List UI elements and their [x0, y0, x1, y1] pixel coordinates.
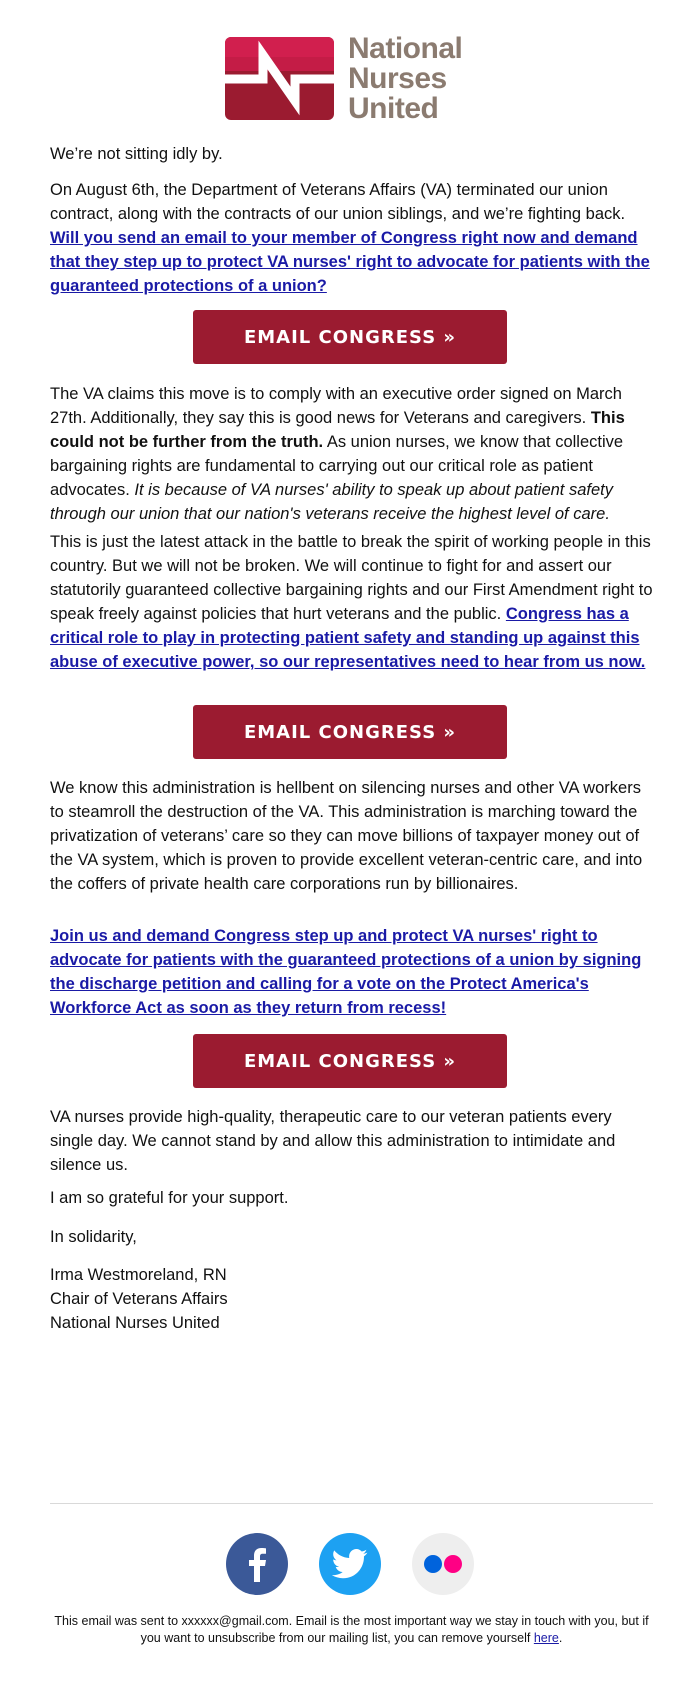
paragraph-6 — [50, 1105, 655, 1177]
twitter-bird-glyph — [332, 1549, 368, 1579]
nnu-logo-mark-icon — [225, 37, 334, 120]
logo-line-1: National — [348, 32, 463, 65]
paragraph-4 — [50, 776, 655, 896]
email-congress-button-3[interactable]: EMAIL CONGRESS » — [193, 1034, 507, 1088]
signature — [50, 1263, 655, 1335]
paragraph-7-text: I am so grateful for your support. — [50, 1189, 289, 1207]
email-congress-button-1[interactable]: EMAIL CONGRESS » — [193, 310, 507, 364]
opening-text: We’re not sitting idly by. — [50, 145, 223, 163]
facebook-f-glyph — [242, 1546, 272, 1582]
paragraph-1 — [50, 178, 655, 298]
flickr-icon[interactable] — [412, 1533, 474, 1595]
unsubscribe-link[interactable]: here — [533, 1631, 559, 1645]
paragraph-6-text: VA nurses provide high-quality, therapeutic care to our veteran patients every single day. We cannot stand by and allow this administration to intimidate and silence us. — [50, 1108, 616, 1174]
paragraph-2-text-a: The VA claims this move is to comply with an executive order signed on March 27th. Additionally, they say this is good news for Veterans and caregivers. — [50, 385, 622, 427]
paragraph-2-italic: It is because of VA nurses' ability to speak up about patient safety through our union that our nation's veterans receive the highest level of care. — [50, 481, 613, 523]
paragraph-2-text-b: As union nurses, we know that collective bargaining rights are fundamental to carrying out our critical role as patient advocates. — [50, 433, 624, 499]
paragraph-1-text: On August 6th, the Department of Veterans Affairs (VA) terminated our union contract, along with the contracts of our union siblings, and we’re fighting back. — [50, 181, 626, 223]
email-congress-button-2[interactable]: EMAIL CONGRESS » — [193, 705, 507, 759]
nnu-logo — [225, 34, 485, 124]
footer — [50, 1613, 653, 1647]
flickr-dots-glyph — [421, 1554, 465, 1574]
join-us-link[interactable]: Join us and demand Congress step up and protect VA nurses' right to advocate for patients with the guaranteed protections of a union by signing the discharge petition and calling for a vote on the Protect America's Workforce Act as soon as they return from recess! — [50, 927, 642, 1017]
logo-line-3: United — [348, 92, 439, 125]
closing — [50, 1225, 655, 1249]
paragraph-2-bold: This could not be further from the truth. — [50, 409, 625, 451]
send-email-link[interactable]: Will you send an email to your member of Congress right now and demand that they step up to protect VA nurses' right to advocate for patients with the guaranteed protections of a union? — [50, 229, 650, 295]
paragraph-3 — [50, 530, 655, 674]
signature-name: Irma Westmoreland, RN — [50, 1266, 227, 1284]
logo-line-2: Nurses — [348, 62, 447, 95]
footer-text: This email was sent to xxxxxx@gmail.com. Email is the most important way we stay in touch with you, but if you want to unsubscribe from our mailing list, you can remove yourself — [54, 1614, 649, 1645]
paragraph-3-text: This is just the latest attack in the battle to break the spirit of working people in this country. But we will not be broken. We will continue to fight for and assert our statutorily guaranteed collective bargaining rights and our First Amendment right to speak freely against policies that hurt veterans and the public. — [50, 533, 653, 623]
signature-org: National Nurses United — [50, 1314, 220, 1332]
paragraph-4-text: We know this administration is hellbent on silencing nurses and other VA workers to steamroll the destruction of the VA. This administration is marching toward the privatization of veterans’ care so they can move billions of taxpayer money out of the VA system, which is proven to provide excellent veteran-centric care, and into the coffers of private health care corporations run by billionaires. — [50, 779, 643, 893]
footer-divider — [50, 1503, 653, 1504]
footer-period: . — [558, 1631, 563, 1645]
paragraph-2 — [50, 382, 655, 526]
congress-role-link[interactable]: Congress has a critical role to play in protecting patient safety and standing up against this abuse of executive power, so our representatives need to hear from us now. — [50, 605, 646, 671]
facebook-icon[interactable] — [226, 1533, 288, 1595]
logo-wordmark — [348, 34, 488, 124]
twitter-icon[interactable] — [319, 1533, 381, 1595]
paragraph-7 — [50, 1186, 655, 1210]
signature-title: Chair of Veterans Affairs — [50, 1290, 228, 1308]
paragraph-5 — [50, 924, 655, 1020]
closing-text: In solidarity, — [50, 1228, 137, 1246]
opening-paragraph — [50, 142, 655, 166]
